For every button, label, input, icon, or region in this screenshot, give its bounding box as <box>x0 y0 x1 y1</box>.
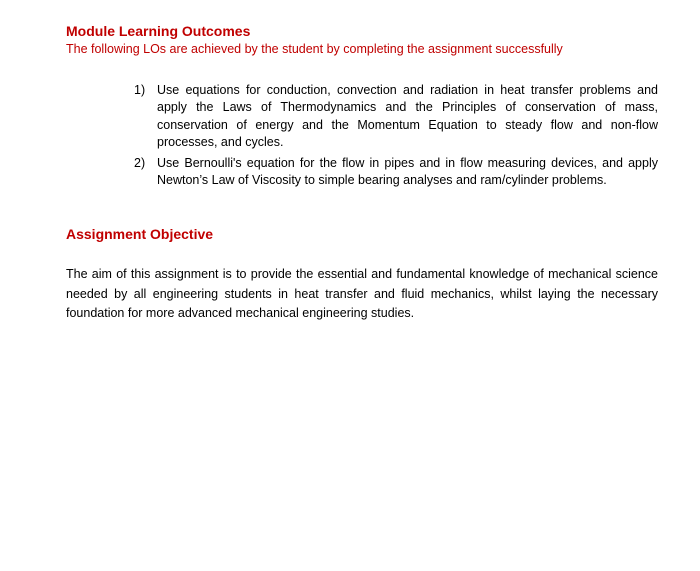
learning-outcome-text: Use Bernoulli's equation for the flow in pipes and in flow measuring devices, and apply Newton’s Law of Viscosity to simple bearing analyses and ram/cylinder problems. <box>157 156 658 188</box>
learning-outcome-number: 1) <box>134 83 146 97</box>
learning-outcome-number: 2) <box>134 156 146 171</box>
learning-outcome-item <box>130 155 658 190</box>
learning-outcome-text: Use equations for conduction, convection and radiation in heat transfer problems and apply the Laws of Thermodynamics and the Principles of conservation of mass, conservation of energy and the Momentum Equation to steady flow and non-flow processes, and cycles. <box>157 83 658 149</box>
learning-outcomes-subtitle: The following LOs are achieved by the student by completing the assignment successfully <box>66 42 563 56</box>
learning-outcome-item <box>130 82 658 151</box>
learning-outcomes-heading: Module Learning Outcomes <box>66 23 251 39</box>
assignment-objective-text: The aim of this assignment is to provide the essential and fundamental knowledge of mechanical science needed by all engineering students in heat transfer and fluid mechanics, whilst laying the necessary foundation for more advanced mechanical engineering studies. <box>66 267 658 321</box>
assignment-objective-heading: Assignment Objective <box>66 226 214 242</box>
learning-outcomes-list <box>130 82 658 194</box>
